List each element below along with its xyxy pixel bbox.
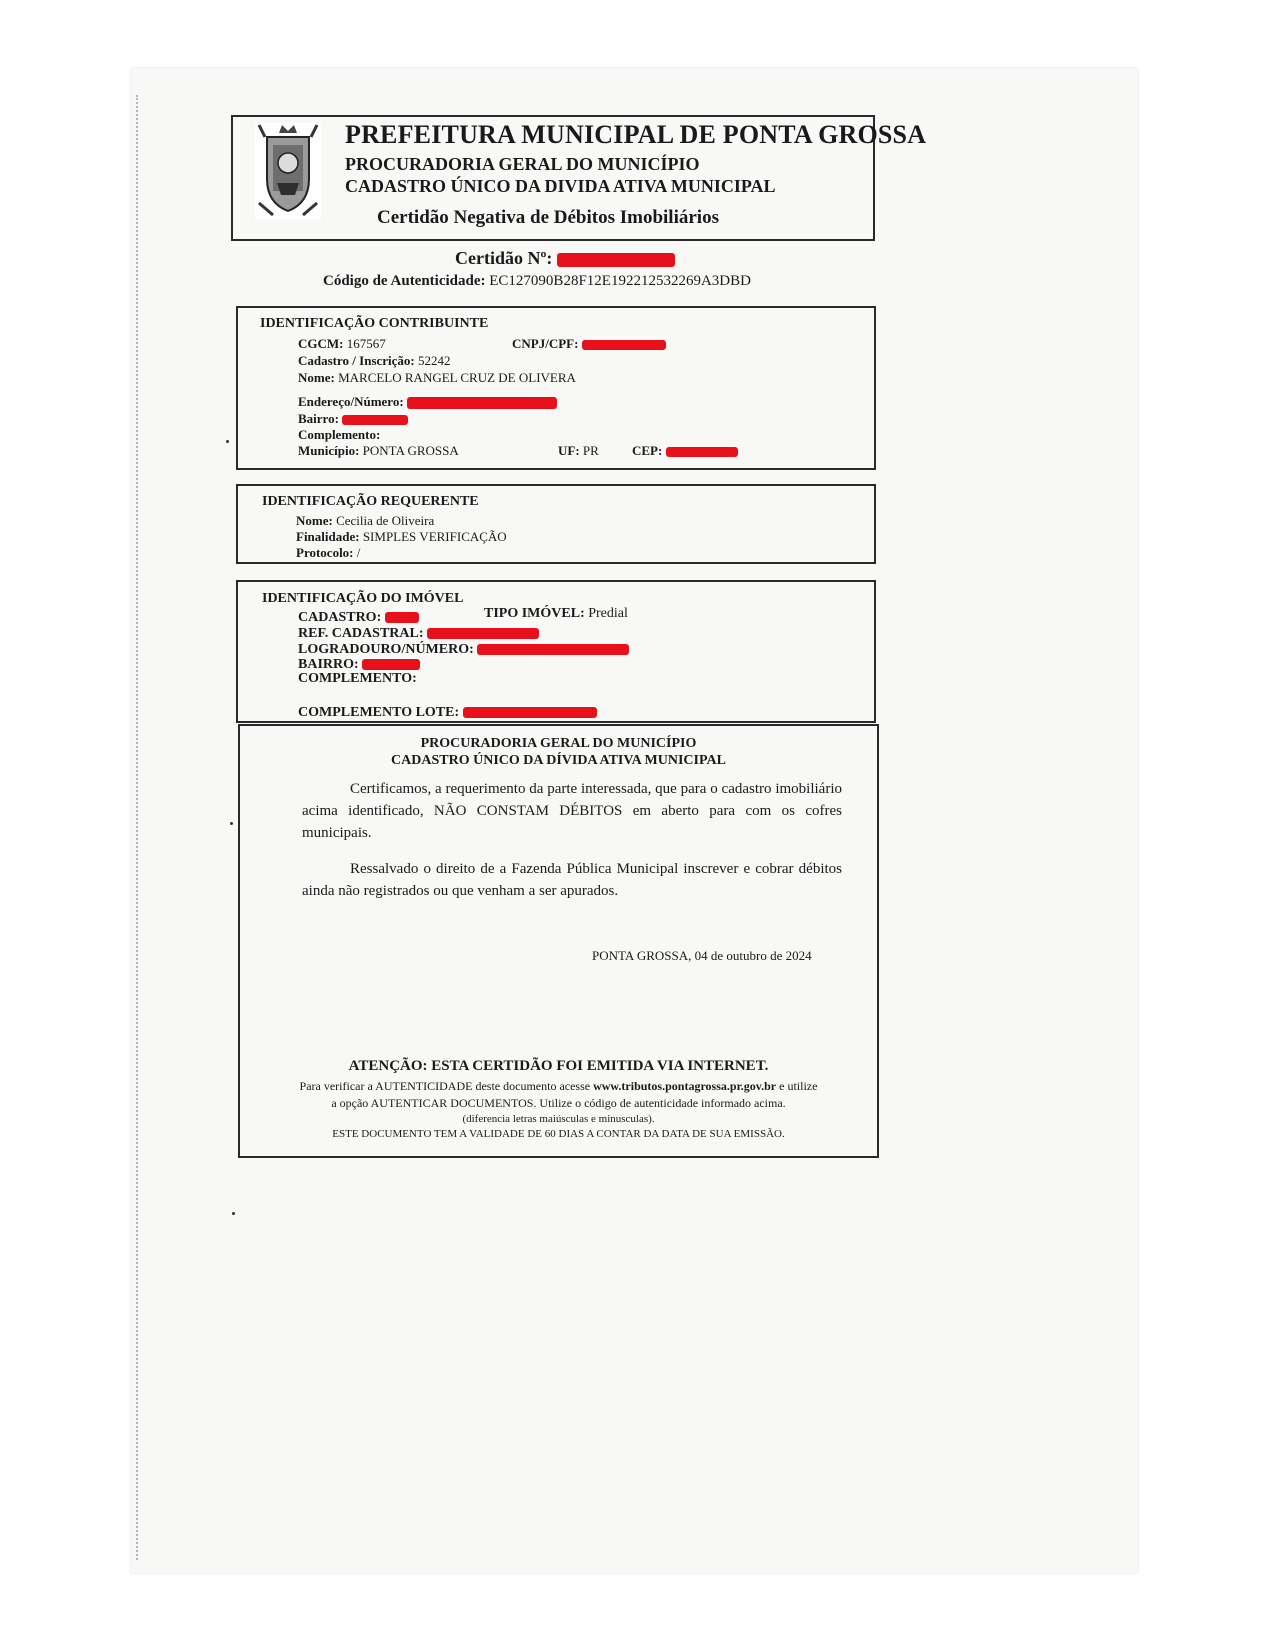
attention-notice: ATENÇÃO: ESTA CERTIDÃO FOI EMITIDA VIA INTERNET. <box>348 1058 769 1074</box>
field-value: PONTA GROSSA <box>362 443 459 458</box>
certificate-paragraph: Certificamos, a requerimento da parte interessada, que para o cadastro imobiliário acima identificado, NÃO CONSTAM DÉBITOS em aberto para com os cofres municipais. <box>302 781 842 841</box>
protocolo-field <box>296 545 360 561</box>
section-contribuinte <box>236 306 876 470</box>
redaction-mark <box>666 447 738 457</box>
punch-mark <box>230 822 233 825</box>
uf-field <box>558 443 599 459</box>
tipo-imovel-field <box>484 606 628 622</box>
redaction-mark <box>463 707 597 718</box>
field-label: Bairro: <box>298 411 339 426</box>
field-label: BAIRRO: <box>298 657 359 672</box>
field-value: MARCELO RANGEL CRUZ DE OLIVERA <box>338 370 576 385</box>
field-value: PR <box>582 443 599 458</box>
section-imovel <box>236 580 876 723</box>
field-label: COMPLEMENTO LOTE: <box>298 705 460 720</box>
field-label: LOGRADOURO/NÚMERO: <box>298 642 474 657</box>
redaction-mark <box>582 340 666 350</box>
field-value: Cecilia de Oliveira <box>336 513 435 528</box>
bairro-field <box>298 411 408 427</box>
field-label: Complemento: <box>298 427 381 442</box>
auth-code-label: Código de Autenticidade: <box>323 273 486 289</box>
field-label: Nome: <box>296 513 333 528</box>
auth-code-line <box>323 273 751 290</box>
requerente-nome-field <box>296 513 434 529</box>
validity-notice: ESTE DOCUMENTO TEM A VALIDADE DE 60 DIAS A CONTAR DA DATA DE SUA EMISSÃO. <box>332 1128 785 1140</box>
field-label: UF: <box>558 443 580 458</box>
cgcm-field <box>298 336 386 352</box>
redaction-mark <box>342 415 408 425</box>
certificate-heading-cadastro: CADASTRO ÚNICO DA DÍVIDA ATIVA MUNICIPAL <box>391 753 726 768</box>
redaction-mark <box>362 659 420 670</box>
document-header <box>231 115 927 241</box>
header-subtitle-cadastro: CADASTRO ÚNICO DA DIVIDA ATIVA MUNICIPAL <box>345 176 776 196</box>
punch-mark <box>226 440 229 443</box>
field-label: TIPO IMÓVEL: <box>484 606 585 621</box>
coat-of-arms-icon <box>255 123 321 219</box>
redaction-mark <box>385 612 419 623</box>
field-label: CGCM: <box>298 336 344 351</box>
field-label: Protocolo: <box>296 545 354 560</box>
complemento-lote-field <box>298 705 597 721</box>
verify-suffix: e utilize <box>779 1079 818 1093</box>
section-title: IDENTIFICAÇÃO DO IMÓVEL <box>262 591 464 606</box>
auth-code-value: EC127090B28F12E192212532269A3DBD <box>489 273 751 289</box>
certificate-heading-procuradoria: PROCURADORIA GERAL DO MUNICÍPIO <box>420 736 697 751</box>
field-value: / <box>356 545 361 560</box>
redaction-mark <box>407 397 557 409</box>
redaction-mark <box>477 644 629 655</box>
perforation-edge <box>136 95 138 1560</box>
complemento-field <box>298 427 380 443</box>
imovel-complemento-field <box>298 671 417 687</box>
field-value: SIMPLES VERIFICAÇÃO <box>362 529 507 544</box>
certidao-number-label: Certidão Nº: <box>455 248 553 268</box>
verify-instructions <box>240 1079 877 1094</box>
finalidade-field <box>296 529 507 545</box>
field-value: 52242 <box>418 353 451 368</box>
endereco-field <box>298 394 557 410</box>
imovel-cadastro-field <box>298 610 419 626</box>
field-label: COMPLEMENTO: <box>298 671 417 686</box>
section-title: IDENTIFICAÇÃO CONTRIBUINTE <box>260 316 489 331</box>
ref-cadastral-field <box>298 626 539 642</box>
field-label: Finalidade: <box>296 529 360 544</box>
municipio-field <box>298 443 459 459</box>
section-requerente <box>236 484 876 564</box>
logradouro-field <box>298 642 629 658</box>
header-title: PREFEITURA MUNICIPAL DE PONTA GROSSA <box>345 120 927 149</box>
cnpj-field <box>512 336 666 352</box>
certificate-body <box>238 724 879 1158</box>
section-title: IDENTIFICAÇÃO REQUERENTE <box>262 494 479 509</box>
certidao-number <box>455 248 675 269</box>
redaction-mark <box>557 253 675 267</box>
verify-url-link[interactable]: www.tributos.pontagrossa.pr.gov.br <box>593 1079 777 1093</box>
field-value: 167567 <box>346 336 386 351</box>
cep-field <box>632 443 738 459</box>
field-label: Endereço/Número: <box>298 394 404 409</box>
verify-prefix: Para verificar a AUTENTICIDADE deste documento acesse <box>299 1079 591 1093</box>
field-label: CEP: <box>632 443 663 458</box>
field-label: Nome: <box>298 370 335 385</box>
field-label: CNPJ/CPF: <box>512 336 579 351</box>
verify-case-note: (diferencia letras maiúsculas e minusculas). <box>462 1113 655 1125</box>
verify-instructions-line-2: a opção AUTENTICAR DOCUMENTOS. Utilize o código de autenticidade informado acima. <box>331 1096 786 1110</box>
city-date: PONTA GROSSA, 04 de outubro de 2024 <box>592 948 812 963</box>
header-subtitle-procuradoria: PROCURADORIA GERAL DO MUNICÍPIO <box>345 154 700 174</box>
certificate-paragraph: Ressalvado o direito de a Fazenda Pública Municipal inscrever e cobrar débitos ainda não registrados ou que venham a ser apurados. <box>302 861 842 899</box>
field-value: Predial <box>588 606 628 621</box>
cadastro-inscricao-field <box>298 353 451 369</box>
field-label: Município: <box>298 443 360 458</box>
nome-field <box>298 370 576 386</box>
document-type: Certidão Negativa de Débitos Imobiliários <box>377 207 719 228</box>
punch-mark <box>232 1212 235 1215</box>
field-label: Cadastro / Inscrição: <box>298 353 415 368</box>
field-label: REF. CADASTRAL: <box>298 626 424 641</box>
field-label: CADASTRO: <box>298 610 382 625</box>
redaction-mark <box>427 628 539 639</box>
